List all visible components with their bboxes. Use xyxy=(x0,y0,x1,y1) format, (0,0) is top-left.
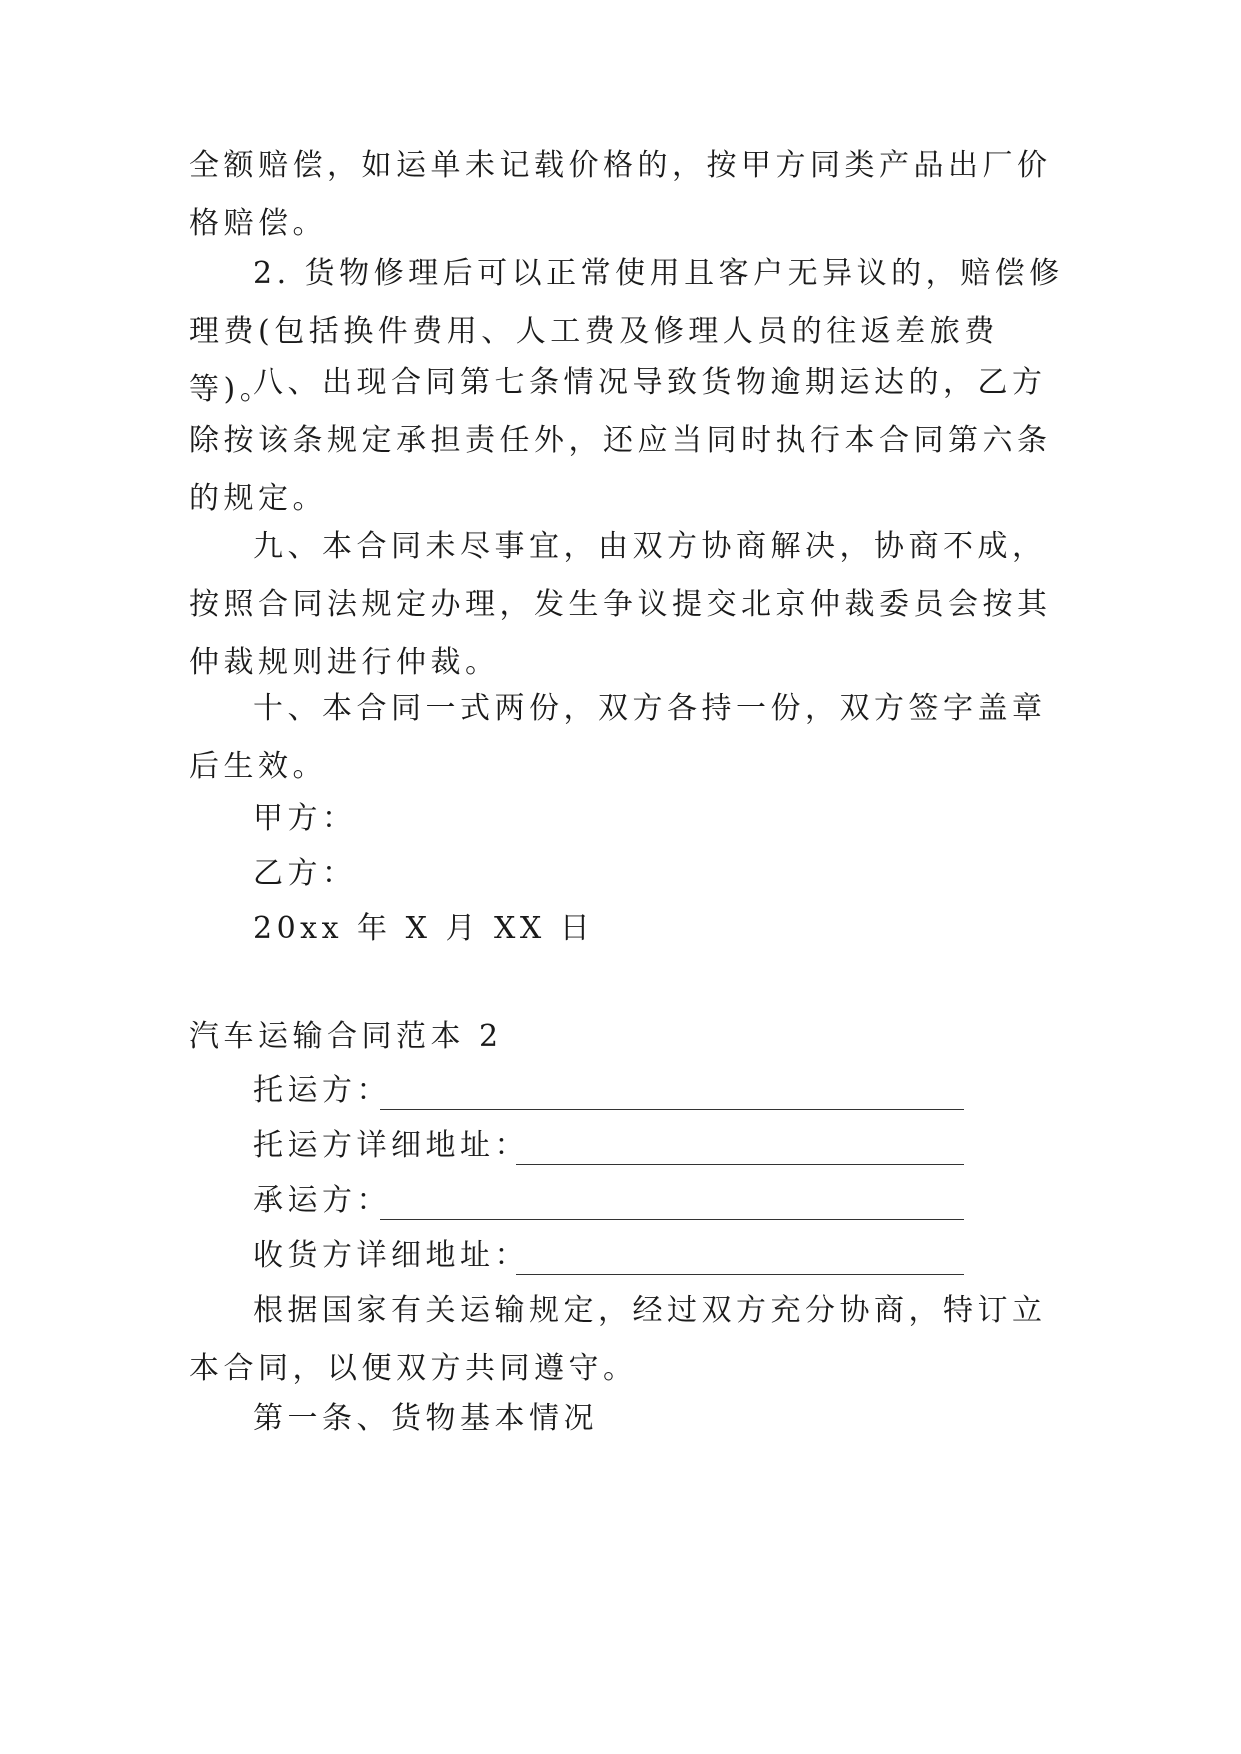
paragraph-intro: 根据国家有关运输规定，经过双方充分协商，特订立本合同，以便双方共同遵守。 xyxy=(189,1293,1047,1386)
shipper-field xyxy=(253,1062,973,1120)
shipper-address-field xyxy=(253,1117,973,1175)
paragraph-article-8: 八、出现合同第七条情况导致货物逾期运达的，乙方除按该条规定承担责任外，还应当同时执行本合同第六条的规定。 xyxy=(189,365,1052,516)
section-title: 汽车运输合同范本 2 xyxy=(189,1019,503,1054)
shipper-address-blank-line xyxy=(516,1164,964,1165)
consignee-address-blank-line xyxy=(516,1274,964,1275)
shipper-label: 托运方： xyxy=(253,1073,391,1108)
paragraph-article-10: 十、本合同一式两份，双方各持一份，双方签字盖章后生效。 xyxy=(189,691,1047,784)
paragraph-compensation-continued: 全额赔偿，如运单未记载价格的，按甲方同类产品出厂价格赔偿。 xyxy=(189,148,1052,241)
carrier-label: 承运方： xyxy=(253,1183,391,1218)
carrier-field xyxy=(253,1172,973,1230)
paragraph-item-2: 2. 货物修理后可以正常使用且客户无异议的，赔偿修理费(包括换件费用、人工费及修理人员的往返差旅费等)。 xyxy=(189,256,1064,407)
party-a-label: 甲方： xyxy=(253,801,357,836)
consignee-address-label: 收货方详细地址： xyxy=(253,1238,529,1273)
paragraph-article-9: 九、本合同未尽事宜，由双方协商解决，协商不成，按照合同法规定办理，发生争议提交北京仲裁委员会按其仲裁规则进行仲裁。 xyxy=(189,529,1052,680)
party-b-label: 乙方： xyxy=(253,856,357,891)
shipper-blank-line xyxy=(380,1109,964,1110)
signature-date: 20xx 年 X 月 XX 日 xyxy=(253,911,595,946)
article-1-heading: 第一条、货物基本情况 xyxy=(253,1401,598,1436)
consignee-address-field xyxy=(253,1227,973,1285)
shipper-address-label: 托运方详细地址： xyxy=(253,1128,529,1163)
carrier-blank-line xyxy=(380,1219,964,1220)
